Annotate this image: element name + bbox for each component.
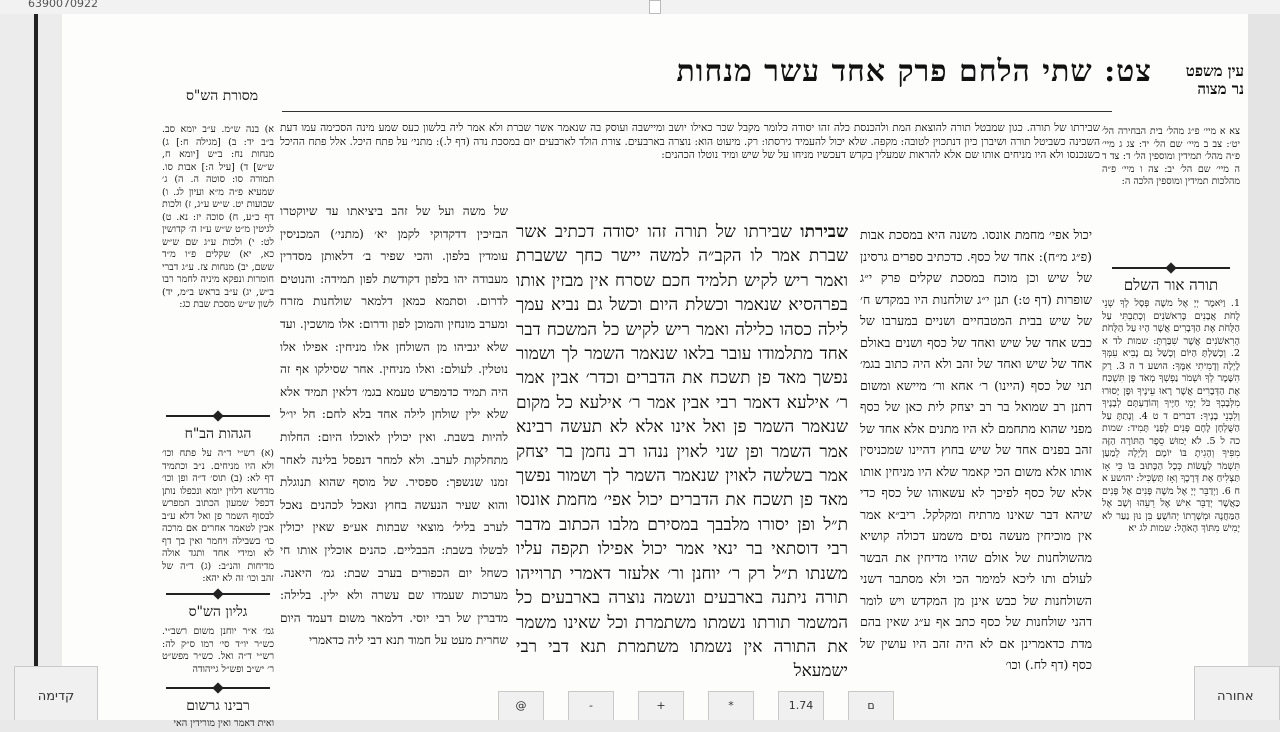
document-id: 6390070922 bbox=[28, 0, 98, 10]
left-page-edge bbox=[34, 14, 38, 720]
tosafot-commentary: של משה ועל של זהב ביציאתו עד שיוקטרו הבזיכין דדקדוקי לקמן יא׳ (מתני׳) המכניסין עומדין בלפון. והכי שפיר ב׳ דלאותן מסדרין מעבודה יהו בלפון דקודשת לפון תמידה: והנוטים לדרום. וסתמא כמאן דלמאר שולחנות מזרח ומערב מונחין והמוכן לפון ודרום: אלו מושכין. ועד שלא יגביהו מן השולחן אלו מניחין: אפילו אלו נוטלין. לעולם: ואלו מניחין. אחר שסילקו אף זה היה תמיד כדמפרש טעמא בגמ׳ דלאין תמיד אלא שלא ילין שולחן לילה אחד בלא לחם: חל יו״ל להיות בשבת. ואין יכולין לאוכלו היום: החלות מתחלקות לערב. ולא למחר דנפסל בלינה לאחר זמנו שנשפך: ספסיר. של מוסף שהוא תנוגלת והוא שעיר הנעשה בחוץ ונאכל לכהנים נאכל לערב בליל׳ מוצאי שבתות אע״פ שאין יכולין לבשלו בשבת: הבבליים. כהנים אוכלין אותו חי כשחל יום הכפורים בערב שבת: גמ׳ היאנה. מערכות שעמדו שם עשרה ולא ילין. בלילה: מדברין של רבי יוסי. דלמאר משום דעמד היום שחרית מעט על חמוד תנא דבי ליה כדאמרי bbox=[280, 204, 508, 648]
at-button[interactable]: @ bbox=[498, 691, 544, 720]
ein-mishpat-text: צא א מיי׳ פ״ג מהל׳ בית הבחירה הל׳ יט׳: צב ב מיי׳ שם הל׳ יד: צג ג מיי׳ פ״ה מהל׳ תמידין ומוספין הל׳ ד: צד ד ה מיי׳ שם הל׳ יב: צה ו מיי׳ פ״ה מהלכות תמידין ומוספין הלכה ה: bbox=[1102, 126, 1240, 187]
torah-or-hashalem-text: 1. וַיֹּאמֶר יְיָ אֶל משֶׁה פְּסָל לְךָ שְׁנֵי לֻחֹת אֲבָנִים כָּרִאשֹׁנִים וְכָתַבְתִּי עַל הַלֻּחֹת אֶת הַדְּבָרִים אֲשֶׁר הָיוּ עַל הַלֻּחֹת הָרִאשֹׁנִים אֲשֶׁר שִׁבַּרְתָּ: שמות לד א 2. וְכָשַׁלְתָּ הַיּוֹם וְכָשַׁל גַּם נָבִיא עִמְּךָ לָיְלָה וְדָמִיתִי אִמֶּךָ: הושע ד ה 3. רַק הִשָּׁמֶר לְךָ וּשְׁמֹר נַפְשְׁךָ מְאֹד פֶּן תִּשְׁכַּח אֶת הַדְּבָרִים אֲשֶׁר רָאוּ עֵינֶיךָ וּפֶן יָסוּרוּ מִלְּבָבְךָ כֹּל יְמֵי חַיֶּיךָ וְהוֹדַעְתָּם לְבָנֶיךָ וְלִבְנֵי בָנֶיךָ: דברים ד ט 4. וְנָתַתָּ עַל הַשֻּׁלְחָן לֶחֶם פָּנִים לְפָנַי תָּמִיד: שמות כה ל 5. לֹא יָמוּשׁ סֵפֶר הַתּוֹרָה הַזֶּה מִפִּיךָ וְהָגִיתָ בּוֹ יוֹמָם וָלַיְלָה לְמַעַן תִּשְׁמֹר לַעֲשׂוֹת כְּכָל הַכָּתוּב בּוֹ כִּי אָז תַּצְלִיחַ אֶת דְּרָכֶךָ וְאָז תַּשְׂכִּיל: יהושע א ח 6. וַיְדַבֵּר יְיָ אֶל משֶׁה פָּנִים אֶל פָּנִים כַּאֲשֶׁר יְדַבֵּר אִישׁ אֶל רֵעֵהוּ וְשָׁב אֶל הַמַּחֲנֶה וּמְשָׁרְתוֹ יְהוֹשֻׁעַ בִּן נוּן נַעַר לֹא יָמִישׁ מִתּוֹךְ הָאֹהֶל: שמות לג יא bbox=[1102, 298, 1240, 534]
hagahot-habach-heading: הגהות הב"ח bbox=[184, 426, 252, 442]
ornament-divider bbox=[166, 684, 270, 692]
gilyon-hashas-text: גמ׳ א״ר יוחנן משום רשב״י. כש״ר יו״ד סי׳ רמו ס״ק לה: רש״י ד״ה ואל. כש״ר מפש״ט ר׳ יש״ב ופש״ל גייהודה bbox=[162, 626, 274, 675]
gemara-body: שבירתו של תורה זהו יסודה דכתיב אשר שברת אמר לו הקב״ה למשה יישר כחך ששברת ואמר ריש לקיש תלמיד חכם שסרח אין מבזין אותו בפרהסיא שנאמר וכשלת היום וכשל גם נביא עמך לילה כסהו כלילה ואמר ריש לקיש כל המשכח דבר אחד מתלמודו עובר בלאו שנאמר השמר לך ושמור נפשך מאד פן תשכח את הדברים וכדר׳ אבין אמר ר׳ אילעא דאמר רבי אבין אמר ר׳ אילעא כל מקום שנאמר השמר פן ואל אינו אלא לא תעשה רבינא אמר השמר ופן שני לאוין ננהו רב נחמן בר יצחק אמר בשלשה לאוין שנאמר השמר לך ושמור נפשך מאד פן תשכח את הדברים יכול אפי׳ מחמת אונסו ת״ל ופן יסורו מלבבך במסירם מלבו הכתוב מדבר רבי דוסתאי בר ינאי אמר יכול אפילו תקפה עליו משנתו ת״ל רק ר׳ יוחנן ור׳ אלעזר דאמרי תרוייהו תורה ניתנה בארבעים ונשמה נוצרה בארבעים כל המשמר תורתו נשמתו משתמרת וכל שאינו משמר את התורה אין נשמתו משתמרת תנא דבי רבי ישמעאל bbox=[516, 222, 848, 682]
ornament-divider bbox=[166, 412, 270, 420]
tosafot-top-block: שבירתו של תורה. כגון שמבטל תורה להוצאת המת ולהכנסת כלה זהו יסודה כלומר מקבל שכר כאילו יושב ומיישבה ועוסק בה שנאמר אשר שברת ולא אמר ליה בלשון כעס שמע מינה הסכימה עמו דעת השכינה כשביטל תורה ושיברן כיון דנתכוין לטובה: מקפה. שלא יכול להעמיד גירסתו: רק. מיעוט הוא: נוצרה בארבעים. צורת הולד לארבעים יום במסכת נדה (דף ל.): מתני׳ על פתח היכל. אלל פתח ההיכל כשנכנסו ולא היו מניחים אותו שם אלא להראות שמעלין בקדש דעכשיו מניחו על של שיש ומיד נוטלו הכהנים: bbox=[280, 122, 1100, 161]
star-button[interactable]: * bbox=[708, 691, 754, 720]
ner-mitzvah-label: נר מצוה bbox=[1197, 80, 1244, 98]
gilyon-hashas-heading: גליון הש"ס bbox=[188, 604, 248, 620]
hagahot-habach-text: (א) רש״י ד״ה על פתח וכו׳ ולא היו מניחים. נ״ב וכתמיד דף לא: (ב) תוס׳ ד״ה ופן וכו׳ מדרשא דלוין יומא ונכפלו נותן דכפל שמעון הכתוב המפרש לבסוף השמר פן ואל דלא ע״ב אבין לטאמר אחרים אם מרכה כו׳ בשבילה ויחמר ואין בך דף לא ומידי אחד ותגד אולה מדיחות והנ״ב: (ג) ד״ה של זהב וכו׳ זה לא יהא: bbox=[162, 448, 274, 584]
left-viewer-gutter bbox=[0, 14, 62, 720]
ein-mishpat-label: עין משפט bbox=[1185, 62, 1244, 80]
mode-button[interactable]: ם bbox=[848, 691, 894, 720]
prev-page-button[interactable]: קדימה bbox=[14, 666, 98, 720]
rabbeinu-gershom-text: ואית דאמר ואין מורידין האי bbox=[173, 718, 274, 729]
masoret-hashas-text: א) בנה ש״מ. ע״ב יומא סב. ב״ב יד: ב) [מגילה ח:] ג) מנחות נח: ב״ש [יומא ח, ש״ש] ד) [עיל ה:] אבות סו. תמורה סו: סוטה ה. ה) ג׳ שמעיא פ״ה מ״א ועיון לג. ו) שבועות יט. ש״ש ע״ג, ז) ולכות דף כ״ע, ח) סוכה יז: נא. ט) לגיטין מ״ט ש״ש ע״ז ה׳ קדושין לט: י) ולכות ע״ג שם ש״ש כא, יא) שקלים פ״ו מ״ד ששם, יב) מנחות צז. ע״ג דברי חומרות ונפקא מיניה לחמר רבו ב״ש, יג) ע״ב בראש ב״מ, יד) לשון ש״ש מסכת שבת כג: bbox=[162, 124, 274, 310]
gemara-main-text bbox=[516, 220, 848, 720]
zoom-in-button[interactable]: + bbox=[638, 691, 684, 720]
gemara-opening-word: שבירתו bbox=[800, 222, 849, 242]
ein-mishpat-heading bbox=[1112, 62, 1244, 98]
masoret-hashas-heading: מסורת הש"ס bbox=[185, 88, 259, 104]
viewer-top-bar bbox=[0, 0, 1280, 15]
zoom-out-button[interactable]: - bbox=[568, 691, 614, 720]
header-divider bbox=[282, 111, 1112, 112]
page-header-title: צט: שתי הלחם פרק אחד עשר מנחות bbox=[676, 54, 1152, 89]
right-viewer-gutter bbox=[1248, 14, 1280, 720]
horizontal-scroll-thumb[interactable] bbox=[649, 0, 661, 14]
ornament-divider bbox=[1112, 264, 1230, 272]
next-page-button[interactable]: אחורה bbox=[1194, 666, 1280, 720]
talmud-page bbox=[62, 14, 1248, 729]
zoom-level: 1.74 bbox=[778, 691, 824, 720]
rabbeinu-gershom-heading: רבינו גרשום bbox=[186, 698, 250, 714]
ornament-divider bbox=[166, 590, 270, 598]
rashi-commentary: יכול אפי׳ מחמת אונסו. משנה היא במסכת אבות (פ״ג מ״ח): אחד של כסף. כדכתיב ספרים גרסינן של שיש וכן מוכח במסכת שקלים פרק י״ג שופרות (דף ט:) תנן י״ג שולחנות היו במקדש ח׳ של שיש בבית המטבחיים ושניים במערבו של כבש אחד של שיש ואחד של כסף ושנים באולם אחד של שיש ואחד של זהב ולא היה כתוב בגמ׳ תני של כסף (היינו) ר׳ אחא ור׳ מיישא ומשום דתנן רב שמואל בר רב יצחק לית כאן של כסף מפני שהוא מתחמם לא היו מתנים אלא אחד של זהב בפנים אחד של שיש בחוץ דהיינו שמכניסין אותו אלא משום הכי קאמר שלא היו מניחין אותו אלא של כסף לפיכך לא עשאוהו של כסף כדי שיהא דבר שאינו מרתיח ומקלקל. ריב״א אמר אין מוכיחין מעשה נסים משמע דכולה קושיא מהשולחנות של אולם שהיו מדיחין את הבשר לעולם ותו ליכא למימר הכי ולא מסתבר דשני השולחנות של כבש אינן מן המקדש ויש לומר דהני שולחנות של כסף כתב אף ע״ג שאין בהם מדת כדאמרינן אם לא היה זהב היו עושין של כסף (דף לח.) וכו׳ bbox=[860, 227, 1092, 672]
torah-or-hashalem-heading: תורה אור השלם bbox=[1123, 276, 1219, 294]
